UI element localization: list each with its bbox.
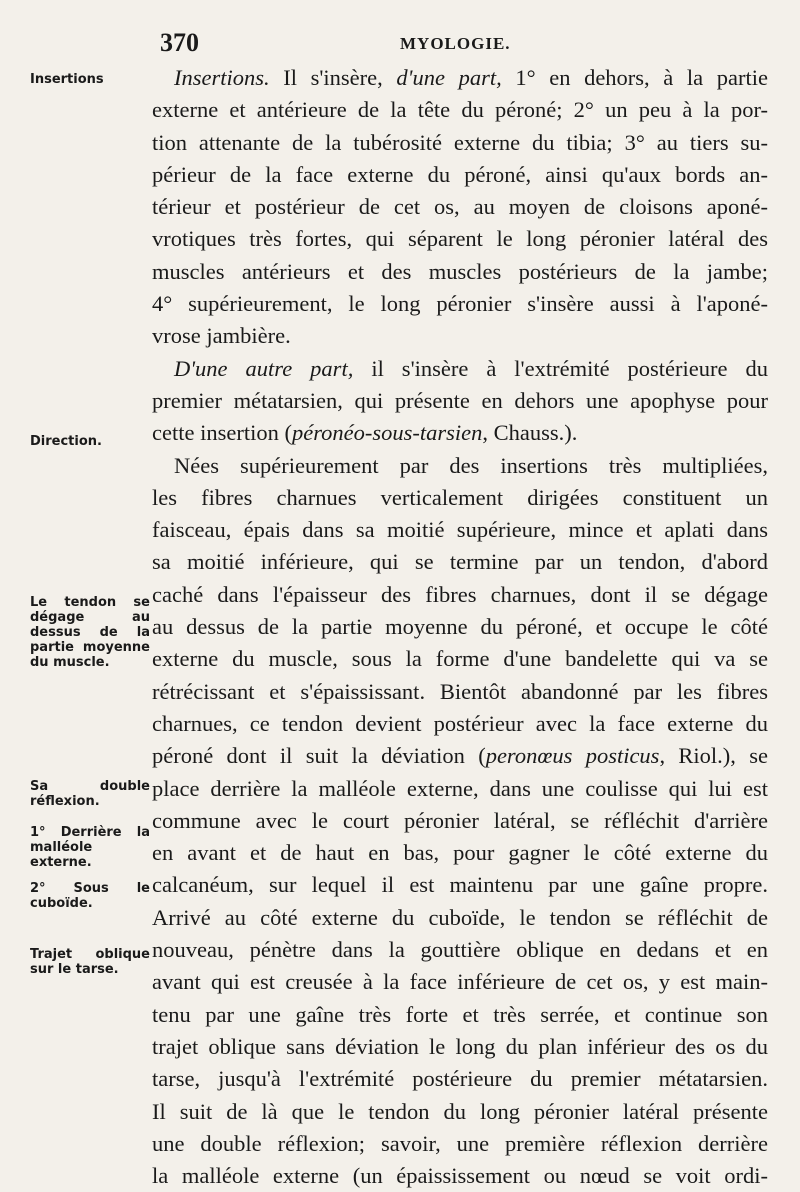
running-title: MYOLOGIE. (400, 34, 511, 53)
margin-note-direction: Direction. (30, 434, 102, 449)
text-line: 4° supérieurement, le long péronier s'insère aussi à l'aponé- (152, 291, 768, 317)
text-line: Nées supérieurement par des insertions très multipliées, (174, 452, 768, 478)
text-line: la malléole externe (un épaississement ou nœud se voit ordi- (152, 1163, 768, 1189)
text-line: tarse, jusqu'à l'extrémité postérieure du premier métatarsien. (152, 1066, 768, 1092)
text-line: place derrière la malléole externe, dans une coulisse qui lui est (152, 775, 768, 801)
text-line: externe du muscle, sous la forme d'une bandelette qui va se (152, 646, 768, 672)
text-line: périeur de la face externe du péroné, ainsi qu'aux bords an- (152, 161, 768, 187)
text-line: Arrivé au côté externe du cuboïde, le tendon se réfléchit de (152, 904, 768, 930)
margin-note-trajet: Trajet oblique sur le tarse. (30, 947, 150, 977)
margin-note-malleole: 1° Derrière la malléole externe. (30, 825, 150, 870)
text-line: nouveau, pénètre dans la gouttière oblique en dedans et en (152, 937, 768, 963)
text-line: premier métatarsien, qui présente en dehors une apophyse pour (152, 387, 768, 413)
text-line: rétrécissant et s'épaississant. Bientôt abandonné par les fibres (152, 678, 768, 704)
text-line: externe et antérieure de la tête du péroné; 2° un peu à la por- (152, 97, 768, 123)
text-line: D'une autre part, il s'insère à l'extrémité postérieure du (174, 355, 768, 381)
text-line: avant qui est creusée à la face inférieure de cet os, y est main- (152, 969, 768, 995)
text-line: vrotiques très fortes, qui séparent le long péronier latéral des (152, 226, 768, 252)
margin-note-insertions: Insertions (30, 72, 104, 87)
text-line: caché dans l'épaisseur des fibres charnues, dont il se dégage (152, 581, 768, 607)
text-line: térieur et postérieur de cet os, au moyen de cloisons aponé- (152, 194, 768, 220)
margin-note-cuboide: 2° Sous le cuboïde. (30, 881, 150, 911)
text-line: faisceau, épais dans sa moitié supérieure, mince et aplati dans (152, 517, 768, 543)
text-line: une double réflexion; savoir, une première réflexion derrière (152, 1130, 768, 1156)
margin-notes (0, 0, 152, 1192)
text-line: calcanéum, sur lequel il est maintenu par une gaîne propre. (152, 872, 768, 898)
text-line: vrose jambière. (152, 323, 291, 349)
text-line: péroné dont il suit la déviation (peronœus posticus, Riol.), se (152, 743, 768, 769)
text-line: Insertions. Il s'insère, d'une part, 1° en dehors, à la partie (174, 65, 768, 90)
text-line: muscles antérieurs et des muscles postérieurs de la jambe; (152, 258, 768, 284)
text-line: tion attenante de la tubérosité externe du tibia; 3° au tiers su- (152, 129, 768, 155)
text-line: en avant et de haut en bas, pour gagner le côté externe du (152, 840, 768, 866)
text-line: les fibres charnues verticalement dirigées constituent un (152, 484, 768, 510)
text-line: commune avec le court péronier latéral, se réfléchit d'arrière (152, 807, 768, 833)
page-header (160, 28, 760, 60)
text-line: charnues, ce tendon devient postérieur avec la face externe du (152, 710, 768, 736)
text-line: cette insertion (péronéo-sous-tarsien, Chauss.). (152, 420, 578, 446)
text-line: sa moitié inférieure, qui se termine par un tendon, d'abord (152, 549, 768, 575)
text-line: trajet oblique sans déviation le long du plan inférieur des os du (152, 1033, 768, 1059)
body-text (152, 62, 768, 1192)
text-line: au dessus de la partie moyenne du péroné, et occupe le côté (152, 614, 768, 640)
text-line: tenu par une gaîne très forte et très serrée, et continue son (152, 1001, 768, 1027)
margin-note-tendon: Le tendon se dégage au dessus de la partie moyenne du muscle. (30, 595, 150, 670)
text-line: Il suit de là que le tendon du long péronier latéral présente (152, 1098, 768, 1124)
margin-note-double-reflexion: Sa double réflexion. (30, 779, 150, 809)
page-number: 370 (160, 28, 199, 57)
